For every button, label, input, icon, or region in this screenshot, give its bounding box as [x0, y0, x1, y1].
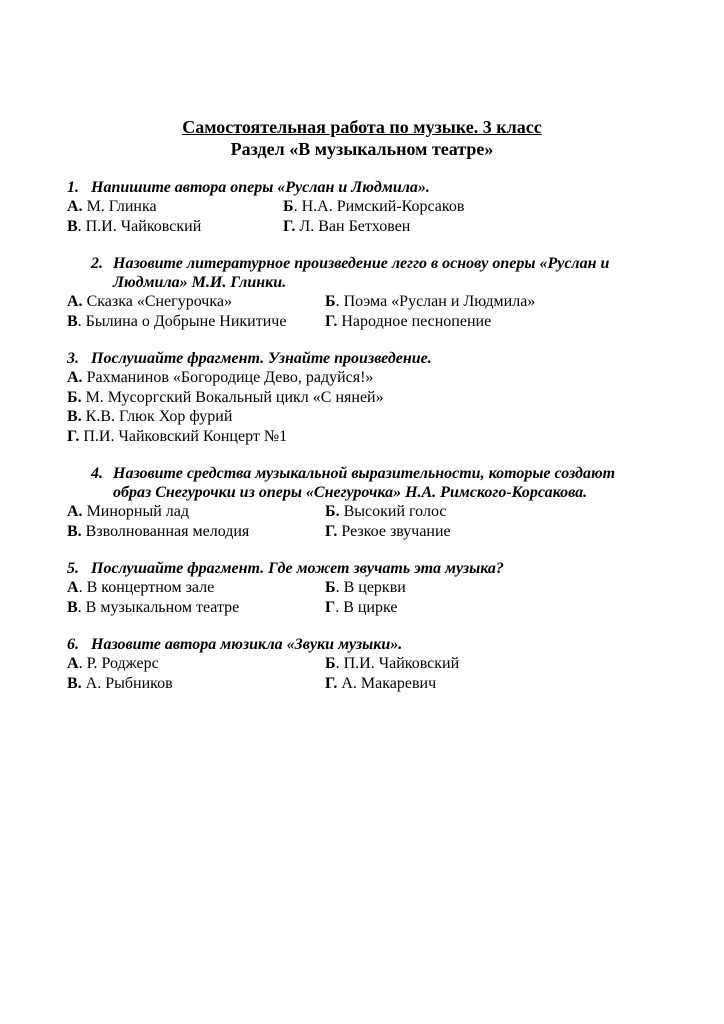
answer-option-g [325, 598, 667, 618]
answer-option-b [325, 502, 667, 522]
answer-option-a [67, 502, 325, 522]
question-6-text [67, 635, 667, 654]
answer-option-a [67, 368, 667, 388]
answer-letter: Б [325, 293, 336, 310]
answer-letter: А. [67, 293, 83, 310]
answer-text: . Н.А. Римский-Корсаков [293, 198, 465, 215]
answer-letter: А. [67, 503, 83, 520]
answer-option-v [67, 598, 325, 618]
answer-text: . Былина о Добрыне Никитиче [77, 312, 287, 330]
question-2 [67, 254, 667, 331]
question-prompt: Напишите автора оперы «Руслан и Людмила». [91, 179, 430, 196]
question-prompt: Назовите автора мюзикла «Звуки музыки». [91, 636, 403, 653]
answer-letter: Г [325, 598, 336, 616]
answer-text: Рахманинов «Богородице Дево, радуйся!» [82, 369, 374, 386]
answer-letter: Г. [283, 217, 296, 235]
answer-options [67, 654, 667, 693]
answer-option-b [325, 292, 667, 312]
question-prompt-line1: Назовите средства музыкальной выразительности, которые создают [113, 465, 616, 482]
answer-text: Высокий голос [339, 503, 447, 520]
title-main: Самостоятельная работа по музыке. 3 класс [182, 117, 542, 137]
answer-letter: Б. [325, 503, 340, 520]
answer-letter: Б [325, 579, 336, 596]
question-2-text [67, 254, 667, 292]
question-prompt-line1: Назовите литературное произведение легго в основу оперы «Руслан и [113, 255, 610, 272]
answer-text: . В музыкальном театре [77, 598, 240, 616]
answer-option-b [283, 197, 667, 217]
answer-options [67, 368, 667, 446]
answer-option-g [325, 674, 667, 694]
answer-option-v [67, 407, 667, 427]
answer-option-v [67, 674, 325, 694]
question-number: 4. [91, 465, 103, 482]
answer-option-g [325, 312, 667, 332]
answer-text: Взволнованная мелодия [81, 522, 250, 540]
answer-letter: Г. [67, 427, 80, 445]
question-number: 3. [67, 350, 79, 367]
question-prompt-line2: образ Снегурочки из оперы «Снегурочка» Н.А. Римского-Корсакова. [113, 484, 588, 501]
answer-letter: А. [67, 369, 83, 386]
answer-options [67, 502, 667, 541]
answer-letter: Б [325, 655, 336, 672]
answer-option-b [325, 578, 667, 598]
answer-text: . П.И. Чайковский [77, 217, 202, 235]
answer-option-g [67, 427, 667, 447]
question-prompt-line2: Людмила» М.И. Глинки. [113, 274, 287, 291]
answer-option-g [325, 522, 667, 542]
answer-option-g [283, 217, 667, 237]
answer-options [67, 197, 667, 236]
answer-letter: А [67, 579, 79, 596]
answer-text: . В церкви [335, 579, 406, 596]
answer-text: М. Мусоргский Вокальный цикл «С няней» [81, 388, 384, 406]
answer-option-a [67, 578, 325, 598]
answer-text: П.И. Чайковский Концерт №1 [79, 427, 288, 445]
question-5 [67, 559, 667, 617]
answer-option-v [67, 217, 283, 237]
question-number: 1. [67, 179, 79, 196]
question-1-text [67, 178, 667, 197]
answer-text: . Поэма «Руслан и Людмила» [335, 293, 536, 310]
answer-text: Резкое звучание [337, 522, 451, 540]
answer-option-v [67, 312, 325, 332]
question-1 [67, 178, 667, 236]
answer-letter: А [67, 655, 79, 672]
question-number: 5. [67, 560, 79, 577]
answer-text: Сказка «Снегурочка» [82, 293, 232, 310]
answer-letter: В. [67, 408, 82, 425]
answer-option-b [67, 388, 667, 408]
answer-letter: Б. [67, 388, 82, 406]
answer-text: А. Макаревич [337, 674, 437, 692]
question-list [67, 178, 667, 711]
question-5-text [67, 559, 667, 578]
question-number: 6. [67, 636, 79, 653]
answer-text: Л. Ван Бетховен [295, 217, 411, 235]
answer-letter: Б [283, 198, 294, 215]
answer-option-a [67, 292, 325, 312]
answer-letter: В. [67, 522, 82, 540]
question-3 [67, 349, 667, 446]
document-title [0, 116, 724, 160]
answer-text: . П.И. Чайковский [335, 655, 460, 672]
answer-option-v [67, 522, 325, 542]
answer-option-a [67, 654, 325, 674]
answer-text: А. Рыбников [81, 674, 173, 692]
question-number: 2. [91, 255, 103, 272]
answer-text: Минорный лад [82, 503, 190, 520]
question-prompt: Послушайте фрагмент. Узнайте произведение. [91, 350, 432, 367]
answer-option-b [325, 654, 667, 674]
answer-letter: Г. [325, 522, 338, 540]
answer-options [67, 578, 667, 617]
answer-letter: В [67, 312, 78, 330]
answer-text: . В цирке [335, 598, 398, 616]
answer-text: М. Глинка [82, 198, 157, 215]
question-prompt: Послушайте фрагмент. Где может звучать эта музыка? [91, 560, 504, 577]
answer-text: . В концертном зале [78, 579, 215, 596]
question-4-text [67, 464, 667, 502]
answer-letter: А. [67, 198, 83, 215]
answer-options [67, 292, 667, 331]
answer-letter: Г. [325, 674, 338, 692]
answer-letter: В [67, 217, 78, 235]
question-4 [67, 464, 667, 541]
answer-text: Народное песнопение [337, 312, 492, 330]
answer-text: К.В. Глюк Хор фурий [81, 408, 233, 425]
answer-letter: Г. [325, 312, 338, 330]
answer-letter: В [67, 598, 78, 616]
question-3-text [67, 349, 667, 368]
answer-text: . Р. Роджерс [78, 655, 159, 672]
answer-letter: В. [67, 674, 82, 692]
question-6 [67, 635, 667, 693]
title-section: Раздел «В музыкальном театре» [230, 139, 494, 159]
answer-option-a [67, 197, 283, 217]
